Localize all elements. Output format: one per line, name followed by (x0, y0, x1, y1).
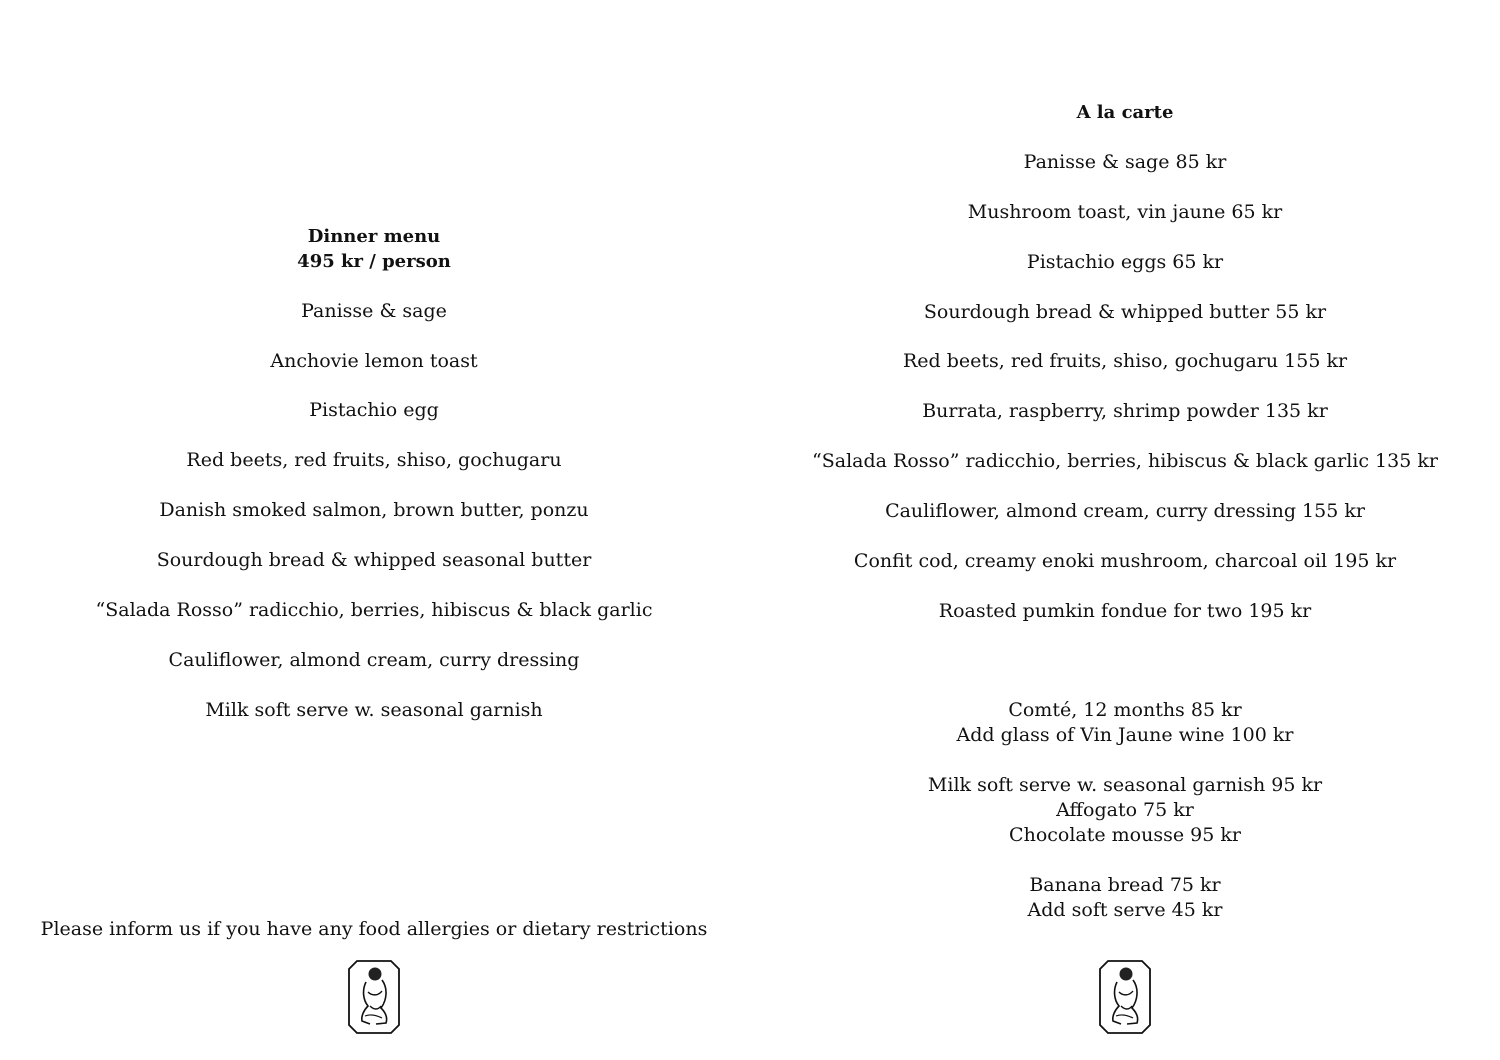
seated-figure-logo-icon (1099, 960, 1151, 1034)
dinner-menu-item: “Salada Rosso” radicchio, berries, hibiscus & black garlic (95, 599, 653, 621)
banana-bread-item: Banana bread 75 kr (1029, 874, 1221, 896)
dinner-menu-title: Dinner menu (307, 226, 441, 247)
dinner-menu-item: Cauliflower, almond cream, curry dressing (168, 649, 580, 671)
alacarte-item: “Salada Rosso” radicchio, berries, hibiscus & black garlic 135 kr (812, 450, 1438, 472)
dinner-menu-item: Milk soft serve w. seasonal garnish (205, 699, 543, 721)
alacarte-item: Pistachio eggs 65 kr (1026, 251, 1224, 273)
allergy-note: Please inform us if you have any food allergies or dietary restrictions (40, 918, 708, 940)
dessert-item: Affogato 75 kr (1056, 799, 1194, 821)
dessert-item: Chocolate mousse 95 kr (1009, 824, 1241, 846)
alacarte-item: Confit cod, creamy enoki mushroom, charcoal oil 195 kr (853, 550, 1397, 572)
dinner-menu-item: Panisse & sage (301, 300, 447, 322)
alacarte-title: A la carte (1076, 102, 1174, 123)
alacarte-item: Sourdough bread & whipped butter 55 kr (923, 301, 1327, 323)
dinner-menu-item: Sourdough bread & whipped seasonal butter (156, 549, 592, 571)
dinner-menu-item: Red beets, red fruits, shiso, gochugaru (186, 449, 562, 471)
alacarte-item: Burrata, raspberry, shrimp powder 135 kr (922, 400, 1328, 422)
alacarte-page (750, 0, 1500, 1060)
alacarte-item: Red beets, red fruits, shiso, gochugaru 155 kr (902, 350, 1348, 372)
seated-figure-logo-icon (348, 960, 400, 1034)
cheese-item: Comté, 12 months 85 kr (1008, 699, 1242, 721)
dinner-menu-item: Anchovie lemon toast (270, 350, 478, 372)
cheese-addon: Add glass of Vin Jaune wine 100 kr (956, 724, 1294, 746)
alacarte-item: Panisse & sage 85 kr (1023, 151, 1227, 173)
banana-bread-addon: Add soft serve 45 kr (1027, 899, 1223, 921)
dinner-menu-price: 495 kr / person (297, 251, 451, 272)
dessert-item: Milk soft serve w. seasonal garnish 95 kr (927, 774, 1323, 796)
dinner-menu-page (0, 0, 748, 1060)
dinner-menu-item: Pistachio egg (309, 399, 439, 421)
alacarte-item: Mushroom toast, vin jaune 65 kr (967, 201, 1283, 223)
alacarte-item: Cauliflower, almond cream, curry dressing 155 kr (885, 500, 1365, 522)
dinner-menu-item: Danish smoked salmon, brown butter, ponzu (159, 499, 589, 521)
alacarte-item: Roasted pumkin fondue for two 195 kr (938, 600, 1312, 622)
